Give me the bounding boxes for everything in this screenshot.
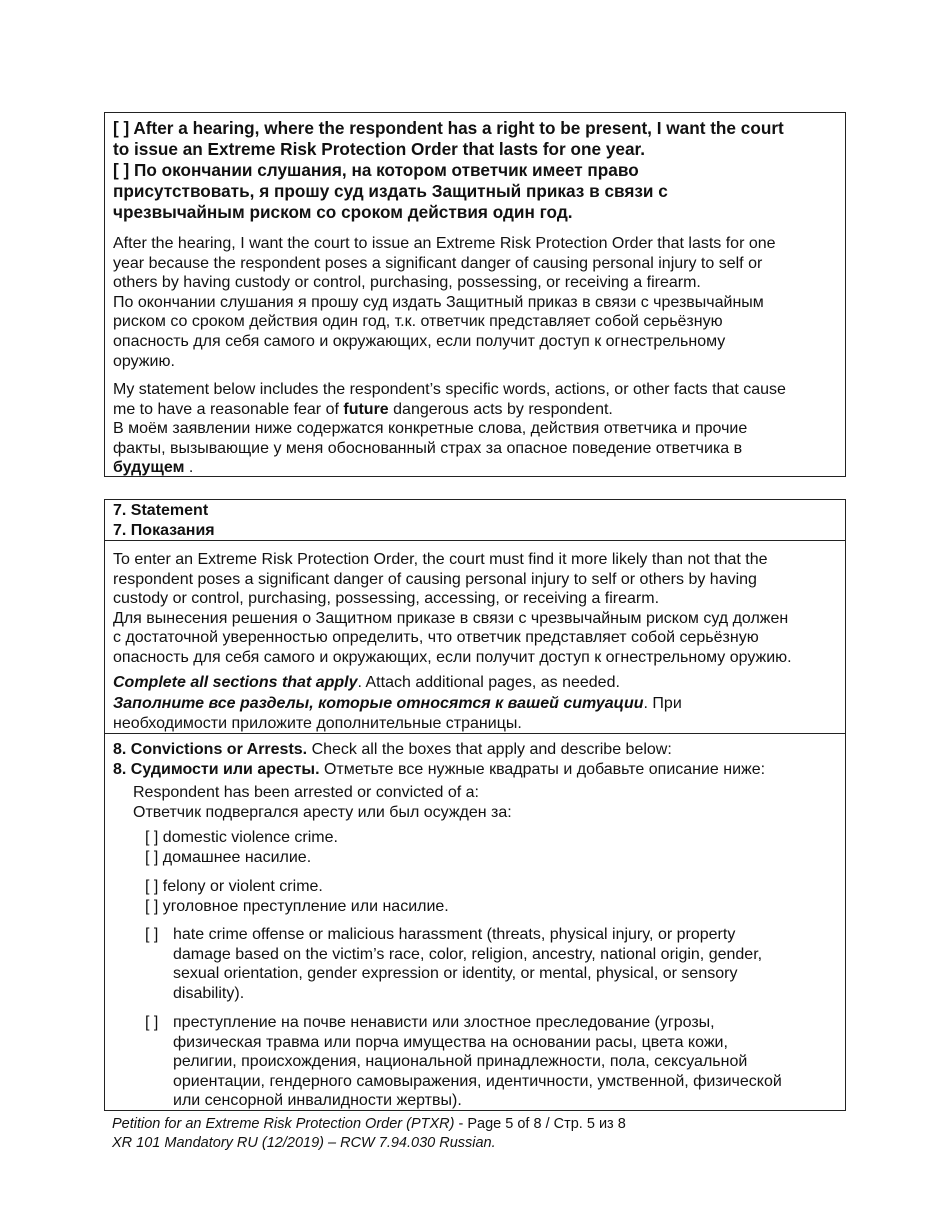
section7-intro-line: respondent poses a significant danger of causing personal injury to self or others by having [113, 570, 757, 588]
para2-line: факты, вызывающие у меня обоснованный страх за опасное поведение ответчика в [113, 439, 743, 457]
section7-heading-ru: 7. Показания [113, 521, 215, 539]
one-year-option-title-ru-3: чрезвычайным риском со сроком действия один год. [113, 202, 573, 222]
para2-line: В моём заявлении ниже содержатся конкретные слова, действия ответчика и прочие [113, 420, 748, 438]
one-year-option-title-ru-2: присутствовать, я прошу суд издать Защитный приказ в связи с [113, 181, 668, 201]
domestic-violence-checkbox-ru[interactable]: [ ] [145, 848, 159, 866]
one-year-option-title-ru-1: [ ] По окончании слушания, на котором ответчик имеет право [113, 160, 639, 180]
para2-line: me to have a reasonable fear of future dangerous acts by respondent. [113, 400, 613, 418]
divider [105, 540, 845, 541]
hate-crime-ru-line: ориентации, гендерного самовыражения, идентичности, умственной, физической [173, 1072, 782, 1090]
domestic-violence-checkbox[interactable]: [ ] [145, 829, 159, 846]
section7-intro-line: custody or control, purchasing, possessing, accessing, or receiving a firearm. [113, 590, 660, 608]
section8-heading-en: 8. Convictions or Arrests. Check all the boxes that apply and describe below: [113, 741, 672, 758]
para1-line: По окончании слушания я прошу суд издать Защитный приказ в связи с чрезвычайным [113, 293, 764, 311]
felony-checkbox[interactable]: [ ] [145, 878, 159, 895]
hate-crime-checkbox[interactable]: [ ] [145, 926, 159, 943]
hate-crime-checkbox-ru[interactable]: [ ] [145, 1014, 159, 1031]
para1-line: others by having custody or control, purchasing, possessing, or receiving a firearm. [113, 274, 701, 292]
para1-line: After the hearing, I want the court to issue an Extreme Risk Protection Order that lasts for one [113, 235, 776, 252]
divider [105, 733, 845, 734]
section8-intro-en: Respondent has been arrested or convicted of a: [133, 784, 479, 801]
hate-crime-en-line: sexual orientation, gender expression or identity, or mental, physical, or sensory [173, 965, 738, 983]
option-domestic-violence-ru: [ ] домашнее насилие. [145, 848, 312, 866]
one-year-option-title-en-2: to issue an Extreme Risk Protection Order that lasts for one year. [113, 139, 646, 159]
footer-title: Petition for an Extreme Risk Protection Order (PTXR) - Page 5 of 8 / Стр. 5 из 8 [112, 1116, 626, 1132]
footer-form-code: XR 101 Mandatory RU (12/2019) – RCW 7.94.030 Russian. [112, 1135, 496, 1151]
section7-intro-line: с достаточной уверенностью определить, что ответчик представляет собой серьёзную [113, 629, 759, 647]
one-year-checkbox[interactable]: [ ] [113, 118, 130, 138]
hate-crime-ru-line: религии, происхождения, национальной принадлежности, пола, сексуальной [173, 1053, 748, 1071]
section7-intro-line: Для вынесения решения о Защитном приказе в связи с чрезвычайным риском суд должен [113, 609, 789, 627]
para1-line: оружию. [113, 352, 175, 370]
section8-intro-ru: Ответчик подвергался аресту или был осужден за: [133, 803, 512, 821]
hate-crime-ru-line: или сенсорной инвалидности жертвы). [173, 1092, 462, 1110]
statement-section [104, 499, 846, 1111]
one-year-option-title-en-1: [ ] After a hearing, where the respondent has a right to be present, I want the court [113, 118, 784, 138]
para2-line: будущем . [113, 459, 194, 477]
hate-crime-ru-line: физическая травма или порча имущества на основании расы, цвета кожи, [173, 1033, 728, 1051]
felony-checkbox-ru[interactable]: [ ] [145, 897, 159, 915]
section8-heading-ru: 8. Судимости или аресты. Отметьте все нужные квадраты и добавьте описание ниже: [113, 760, 766, 778]
section7-intro-line: To enter an Extreme Risk Protection Order, the court must find it more likely than not that the [113, 551, 768, 568]
section7-heading-en: 7. Statement [113, 502, 209, 519]
option-felony-ru: [ ] уголовное преступление или насилие. [145, 897, 449, 915]
complete-instruction-ru: Заполните все разделы, которые относятся к вашей ситуации. При [113, 695, 682, 712]
option-domestic-violence-en: [ ] domestic violence crime. [145, 829, 338, 846]
extreme-risk-one-year-section [104, 112, 846, 477]
hate-crime-en-line: damage based on the victim’s race, color, religion, ancestry, national origin, gender, [173, 945, 763, 963]
para1-line: опасность для себя самого и окружающих, если получит доступ к огнестрельному [113, 333, 726, 350]
para1-line: year because the respondent poses a significant danger of causing personal injury to self or [113, 254, 763, 272]
hate-crime-en-line: disability). [173, 984, 245, 1002]
para2-line: My statement below includes the respondent’s specific words, actions, or other facts that cause [113, 381, 786, 398]
complete-instruction-en: Complete all sections that apply. Attach additional pages, as needed. [113, 674, 620, 691]
complete-instruction-ru-2: необходимости приложите дополнительные страницы. [113, 714, 522, 732]
option-felony-en: [ ] felony or violent crime. [145, 878, 323, 895]
one-year-checkbox-ru[interactable]: [ ] [113, 160, 130, 180]
para1-line: риском со сроком действия один год, т.к. ответчик представляет собой серьёзную [113, 313, 723, 331]
hate-crime-en-line: hate crime offense or malicious harassment (threats, physical injury, or property [173, 926, 736, 943]
section7-intro-line: опасность для себя самого и окружающих, если получит доступ к огнестрельному оружию. [113, 649, 792, 666]
hate-crime-ru-line: преступление на почве ненависти или злостное преследование (угрозы, [173, 1014, 715, 1031]
